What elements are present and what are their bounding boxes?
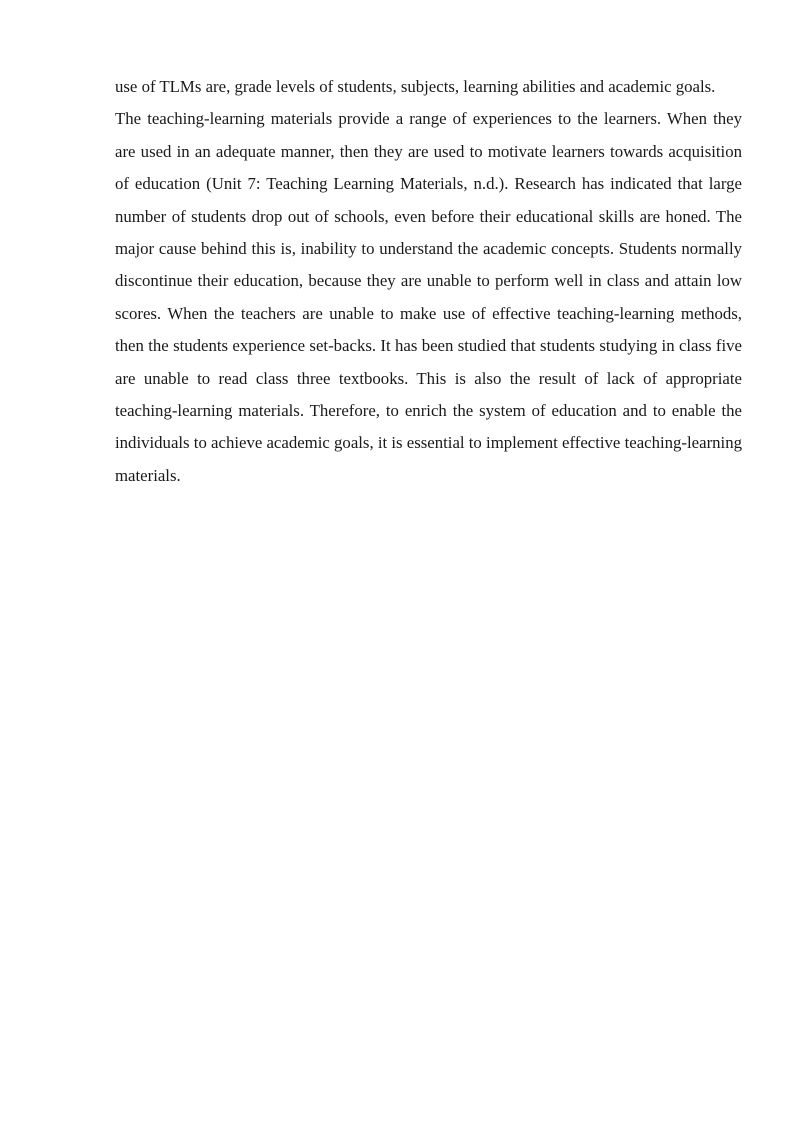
paragraph-teaching-learning-materials: The teaching-learning materials provide a range of experiences to the learners. When they are used in an adequate manner, then they are used to motivate learners towards acquisition of education (Unit 7: Teaching Learning Materials, n.d.). Research has indicated that large number of students drop out of schools, even before their educational skills are honed. The major cause behind this is, inability to understand the academic concepts. Students normally discontinue their education, because they are unable to perform well in class and attain low scores. When the teachers are unable to make use of effective teaching-learning methods, then the students experience set-backs. It has been studied that students studying in class five are unable to read class three textbooks. This is also the result of lack of appropriate teaching-learning materials. Therefore, to enrich the system of education and to enable the individuals to achieve academic goals, it is essential to implement effective teaching-learning materials. bbox=[115, 109, 742, 485]
document-body bbox=[115, 71, 742, 492]
paragraph-continuation: use of TLMs are, grade levels of students, subjects, learning abilities and academic goals. bbox=[115, 77, 716, 96]
